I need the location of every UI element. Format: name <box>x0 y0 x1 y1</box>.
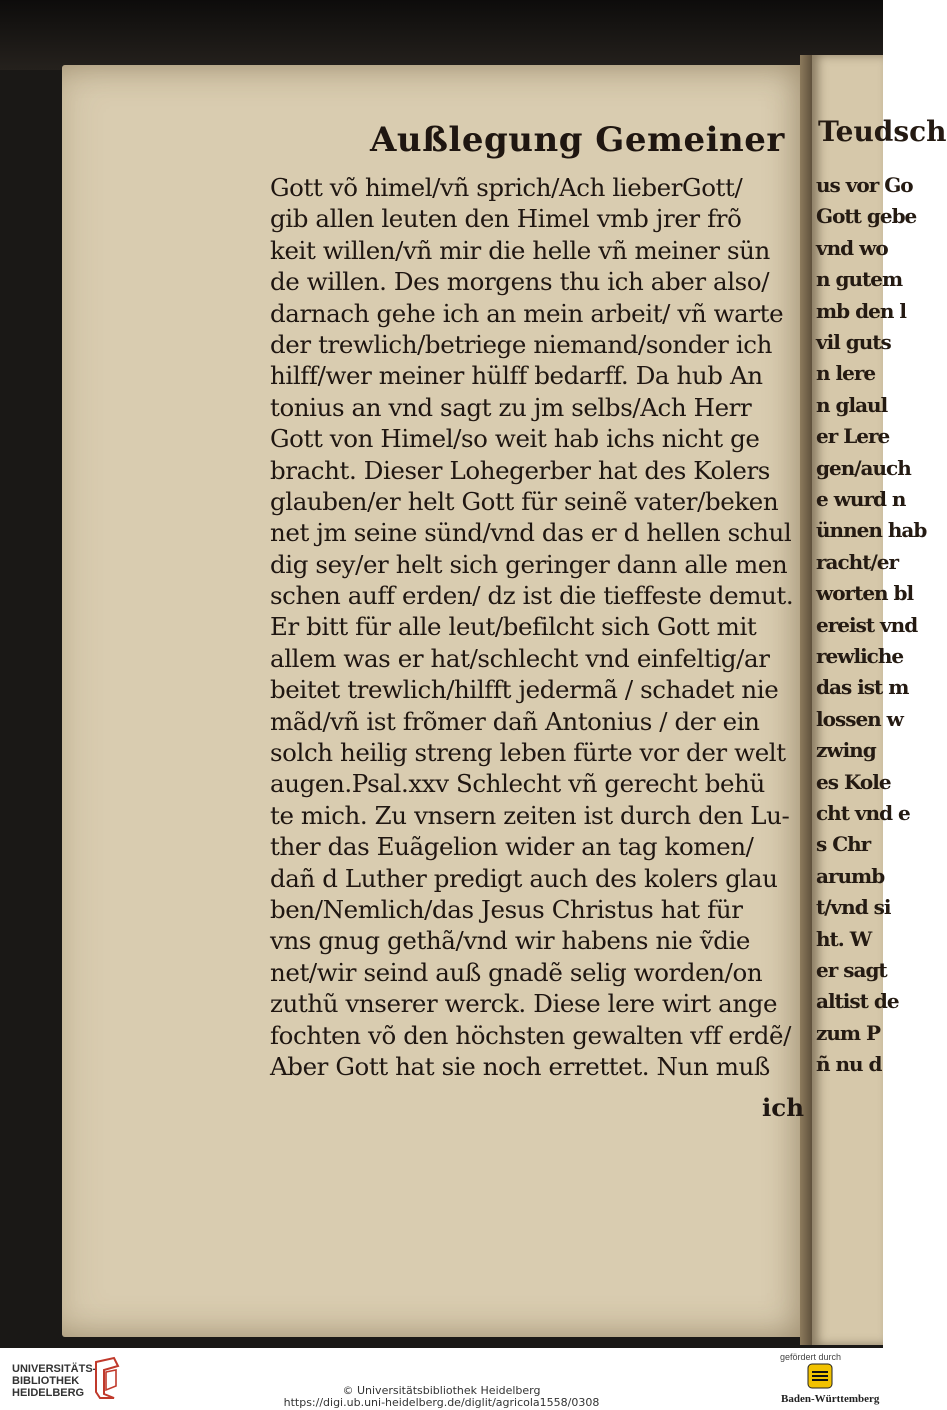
text-line: vns gnug gethã/vnd wir habens nie ṽdie <box>270 926 751 956</box>
facing-page-line: arumb <box>816 863 885 888</box>
text-line: solch heilig streng leben fürte vor der welt <box>270 738 786 768</box>
text-line: fochten võ den höchsten gewalten vff erdẽ/ <box>270 1020 791 1050</box>
funder-name[interactable]: Baden-Württemberg <box>781 1393 880 1405</box>
facing-page-line: er Lere <box>816 424 890 449</box>
text-line: allem was er hat/schlecht vnd einfeltig/ar <box>270 643 770 673</box>
facing-page-line: lossen w <box>816 706 903 731</box>
text-line: schen auff erden/ dz ist die tieffeste demut. <box>270 581 794 611</box>
text-line: tonius an vnd sagt zu jm selbs/Ach Herr <box>270 392 752 422</box>
facing-page-line: mb den l <box>816 298 906 323</box>
text-line: dañ d Luther predigt auch des kolers glau <box>270 863 778 893</box>
facing-page-line: n gutem <box>816 267 903 292</box>
text-line: Er bitt für alle leut/befilcht sich Gott mit <box>270 612 757 642</box>
facing-page-line: cht vnd e <box>816 801 910 825</box>
facing-page-line: vnd wo <box>816 235 888 260</box>
facing-page-line: n glaul <box>816 392 888 417</box>
text-line: darnach gehe ich an mein arbeit/ vñ warte <box>270 298 784 328</box>
text-line: Aber Gott hat sie noch errettet. Nun muß <box>270 1051 770 1081</box>
page-body-text <box>270 172 798 1082</box>
facing-page-line: n lere <box>816 361 876 386</box>
baden-wuerttemberg-crest-icon <box>807 1363 833 1389</box>
facing-page-line: ht. W <box>816 926 872 951</box>
text-line: gib allen leuten den Himel vmb jrer frõ <box>270 204 742 234</box>
text-line: keit willen/vñ mir die helle vñ meiner sün <box>270 235 770 265</box>
text-line: der trewlich/betriege niemand/sonder ich <box>270 329 772 359</box>
text-line: glauben/er helt Gott für seinẽ vater/beken <box>270 486 779 516</box>
text-line: net jm seine sünd/vnd das er d hellen schul <box>270 518 792 548</box>
logo-line: UNIVERSITÄTS- <box>12 1363 97 1375</box>
text-line: Gott võ himel/vñ sprich/Ach lieberGott/ <box>270 173 743 202</box>
text-line: mãd/vñ ist frõmer dañ Antonius / der ein <box>270 706 760 736</box>
text-line: augen.Psal.xxv Schlecht vñ gerecht behü <box>270 769 765 799</box>
copyright-notice <box>0 1385 883 1409</box>
facing-page-line: vil guts <box>816 330 891 354</box>
text-line: zuthũ vnserer werck. Diese lere wirt ange <box>270 989 778 1019</box>
facing-page-line: zwing <box>816 738 876 763</box>
facing-page-line: das ist m <box>816 675 909 700</box>
facing-page-line: Gott gebe <box>816 204 917 229</box>
facing-page-line: es Kole <box>816 769 891 794</box>
page-heading: Außlegung Gemeiner <box>370 120 785 160</box>
facing-page-line: rewliche <box>816 644 904 668</box>
facing-page-line: ñ nu d <box>816 1052 882 1077</box>
facing-page-line: t/vnd si <box>816 895 891 920</box>
text-line: ben/Nemlich/das Jesus Christus hat für <box>270 894 743 924</box>
facing-page-heading: Teudsch <box>818 115 947 148</box>
text-line: ther das Euãgelion wider an tag komen/ <box>270 832 754 862</box>
facing-page-line: ereist vnd <box>816 612 918 637</box>
facing-page-line: ünnen hab <box>816 518 927 543</box>
scan-shadow <box>0 0 883 70</box>
text-line: net/wir seind auß gnadẽ selig worden/on <box>270 957 763 987</box>
text-line: bracht. Dieser Lohegerber hat des Kolers <box>270 455 770 485</box>
catchword: ich <box>762 1093 805 1122</box>
text-line: dig sey/er helt sich geringer dann alle men <box>270 549 788 579</box>
facing-page-line: e wurd n <box>816 487 906 511</box>
facing-page-line: gen/auch <box>816 455 911 480</box>
funded-by-label: gefördert durch <box>780 1352 842 1362</box>
facing-page-line: us vor Go <box>816 173 913 197</box>
permalink[interactable]: https://digi.ub.uni-heidelberg.de/diglit/agricola1558/0308 <box>283 1396 600 1409</box>
text-line: Gott von Himel/so weit hab ichs nicht ge <box>270 424 760 454</box>
text-line: te mich. Zu vnsern zeiten ist durch den Lu- <box>270 800 790 830</box>
text-line: beitet trewlich/hilfft jedermã / schadet nie <box>270 675 779 705</box>
facing-page-line: er sagt <box>816 958 887 982</box>
facing-page-line: zum P <box>816 1020 881 1045</box>
facing-page-line: altist de <box>816 989 899 1014</box>
facing-page-line: racht/er <box>816 549 899 574</box>
logo-line: BIBLIOTHEK <box>12 1375 80 1387</box>
text-line: hilff/wer meiner hülff bedarff. Da hub An <box>270 361 763 391</box>
text-line: de willen. Des morgens thu ich aber also/ <box>270 267 770 297</box>
facing-page-edge <box>812 55 947 1345</box>
facing-page-line: worten bl <box>816 581 914 606</box>
facing-page-line: s Chr <box>816 832 871 857</box>
copyright-text: © Universitätsbibliothek Heidelberg <box>342 1384 541 1397</box>
logo-line: HEIDELBERG <box>12 1387 85 1399</box>
